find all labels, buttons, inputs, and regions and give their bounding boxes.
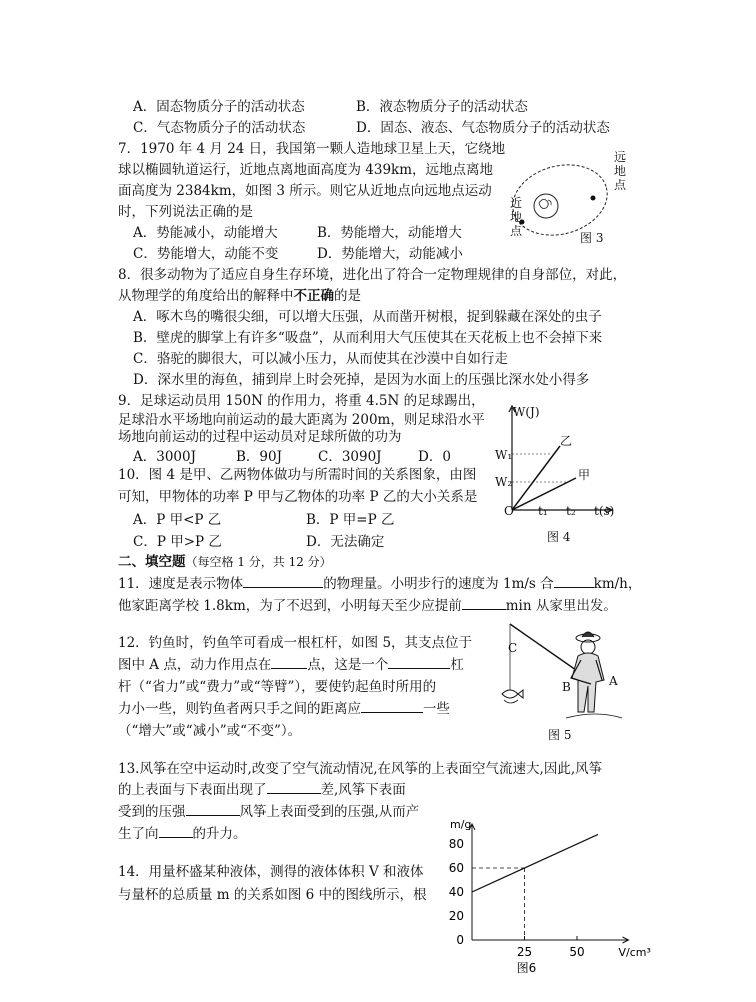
fig4-caption: 图 4 bbox=[547, 530, 571, 544]
fig4-w2: W₂ bbox=[495, 475, 513, 489]
q7-option-b: B．势能增大，动能增大 bbox=[317, 225, 462, 241]
q11-line-2: 他家距离学校 1.8km，为了不迟到，小明每天至少应提前 min 从家里出发。 bbox=[118, 598, 617, 614]
q12-line-4: 力小一些，则钓鱼者两只手之间的距离应 一些 bbox=[118, 701, 450, 717]
q10-option-b: B．P 甲=P 乙 bbox=[306, 512, 395, 528]
y-axis-label: m/g bbox=[450, 818, 472, 831]
q8-line-2: 从物理学的角度给出的解释中不正确的是 bbox=[118, 288, 361, 304]
fig4-t1: t₁ bbox=[538, 504, 548, 518]
q9-option-b: B．90J bbox=[236, 449, 283, 465]
q12-line-5: （“增大”或“减小”或“不变”）。 bbox=[118, 723, 302, 739]
figure-6-chart bbox=[440, 796, 670, 976]
fig4-ylabel: W(J) bbox=[513, 405, 540, 419]
y-tick-label: 20 bbox=[448, 909, 464, 923]
q6-option-c: C．气态物质分子的活动状态 bbox=[133, 120, 306, 136]
q8-option-b: B．壁虎的脚掌上有许多“吸盘”，从而利用大气压使其在天花板上也不会掉下来 bbox=[133, 330, 603, 346]
q13-line-4: 生了向 的升力。 bbox=[118, 826, 247, 842]
far-point-dot bbox=[591, 196, 596, 201]
q14-line-2: 与量杯的总质量 m 的关系如图 6 中的图线所示，根 bbox=[118, 887, 427, 903]
q11-blank-1[interactable] bbox=[243, 575, 323, 588]
section-2-heading: 二、填空题（每空格 1 分，共 12 分） bbox=[118, 554, 332, 570]
fig4-t2: t₂ bbox=[566, 504, 576, 518]
q12-line-2: 图中 A 点，动力作用点在 点，这是一个 杠 bbox=[118, 657, 464, 673]
q13-line-3: 受到的压强 风筝上表面受到的压强,从而产 bbox=[118, 804, 420, 820]
earth bbox=[534, 194, 558, 218]
q9-line-3: 场地向前运动的过程中运动员对足球所做的功为 bbox=[118, 429, 402, 445]
line-yi bbox=[512, 446, 560, 510]
q9-option-d: D．0 bbox=[418, 449, 451, 465]
q11-blank-3[interactable] bbox=[462, 597, 506, 610]
q12-line-1: 12．钓鱼时，钓鱼竿可看成一根杠杆，如图 5，其支点位于 bbox=[118, 635, 473, 651]
series-line bbox=[472, 834, 598, 892]
q10-option-a: A．P 甲<P 乙 bbox=[133, 512, 222, 528]
fig5-label-b: B bbox=[562, 680, 571, 694]
q12-blank-1[interactable] bbox=[271, 656, 307, 669]
q7-line-3: 面高度为 2384km，如图 3 所示。则它从近地点向远地点运动 bbox=[118, 183, 492, 199]
fig5-caption: 图 5 bbox=[548, 728, 572, 742]
q13-blank-1[interactable] bbox=[267, 781, 321, 794]
fig4-origin: O bbox=[504, 504, 514, 518]
q8-option-c: C．骆驼的脚很大，可以减小压力，从而使其在沙漠中自如行走 bbox=[133, 351, 508, 367]
y-tick-label: 0 bbox=[456, 933, 464, 947]
q7-option-d: D．势能增大，动能减小 bbox=[317, 246, 463, 262]
q7-line-1: 7．1970 年 4 月 24 日，我国第一颗人造地球卫星上天，它绕地 bbox=[118, 141, 506, 157]
fig5-label-c: C bbox=[508, 641, 518, 655]
q10-option-c: C．P 甲>P 乙 bbox=[133, 534, 222, 550]
q10-line-1: 10．图 4 是甲、乙两物体做功与所需时间的关系图象，由图 bbox=[118, 467, 477, 483]
x-axis-label: V/cm³ bbox=[618, 946, 651, 959]
q12-blank-3[interactable] bbox=[361, 700, 423, 713]
y-tick-label: 60 bbox=[448, 861, 464, 875]
fig3-caption: 图 3 bbox=[580, 231, 604, 245]
q6-option-a: A．固态物质分子的活动状态 bbox=[133, 99, 305, 115]
fig4-w1: W₁ bbox=[495, 448, 513, 462]
q8-option-d: D．深水里的海鱼，捕到岸上时会死掉，是因为水面上的压强比深水处小得多 bbox=[133, 372, 590, 388]
q12-blank-2[interactable] bbox=[388, 656, 450, 669]
q13-line-1: 13.风筝在空中运动时,改变了空气流动情况,在风筝的上表面空气流速大,因此,风筝 bbox=[118, 761, 603, 777]
q7-option-a: A．势能减小，动能增大 bbox=[133, 225, 278, 241]
fig4-jia-label: 甲 bbox=[578, 468, 591, 482]
q6-option-b: B．液态物质分子的活动状态 bbox=[356, 99, 528, 115]
y-tick-label: 80 bbox=[448, 837, 464, 851]
x-tick-label: 25 bbox=[516, 945, 533, 959]
q12-line-3: 杆（“省力”或“费力”或“等臂”），要使钓起鱼时所用的 bbox=[118, 679, 437, 695]
q9-option-a: A．3000J bbox=[133, 449, 197, 465]
q10-option-d: D．无法确定 bbox=[306, 534, 385, 550]
q8-option-a: A．啄木鸟的嘴很尖细，可以增大压强，从而凿开树根，捉到躲藏在深处的虫子 bbox=[133, 309, 602, 325]
q10-line-2: 可知，甲物体的功率 P 甲与乙物体的功率 P 乙的大小关系是 bbox=[118, 489, 478, 505]
fig6-caption: 图6 bbox=[516, 961, 537, 975]
q9-option-c: C．3090J bbox=[318, 449, 382, 465]
fig3-near-label: 近地点 bbox=[510, 196, 523, 238]
fig4-yi-label: 乙 bbox=[560, 434, 573, 448]
q11-line-1: 11．速度是表示物体 的物理量。小明步行的速度为 1m/s 合 km/h， bbox=[118, 576, 642, 592]
q9-line-2: 足球沿水平场地向前运动的最大距离为 200m，则足球沿水平 bbox=[118, 412, 485, 428]
q11-blank-2[interactable] bbox=[554, 575, 594, 588]
q7-line-4: 时，下列说法正确的是 bbox=[118, 204, 253, 220]
fig4-xlabel: t(s) bbox=[594, 504, 615, 518]
q13-blank-3[interactable] bbox=[159, 825, 193, 838]
q6-option-d: D．固态、液态、气态物质分子的活动状态 bbox=[356, 120, 610, 136]
fish bbox=[502, 690, 523, 698]
q7-option-c: C．势能增大，动能不变 bbox=[133, 246, 279, 262]
q9-line-1: 9．足球运动员用 150N 的作用力，将重 4.5N 的足球踢出， bbox=[118, 393, 485, 409]
q7-line-2: 球以椭圆轨道运行，近地点离地面高度为 439km，远地点离地 bbox=[118, 162, 494, 178]
figure-5-fisherman bbox=[496, 620, 626, 725]
q13-blank-2[interactable] bbox=[186, 803, 240, 816]
q13-line-2: 的上表面与下表面出现了 差,风筝下表面 bbox=[118, 782, 406, 798]
x-tick-label: 50 bbox=[569, 945, 585, 959]
y-tick-label: 40 bbox=[448, 885, 464, 899]
q8-line-1: 8．很多动物为了适应自身生存环境，进化出了符合一定物理规律的自身部位，对此， bbox=[118, 267, 627, 283]
fig5-label-a: A bbox=[609, 674, 618, 688]
q14-line-1: 14．用量杯盛某种液体，测得的液体体积 V 和液体 bbox=[118, 864, 424, 880]
fig3-far-label: 远地点 bbox=[614, 150, 627, 192]
